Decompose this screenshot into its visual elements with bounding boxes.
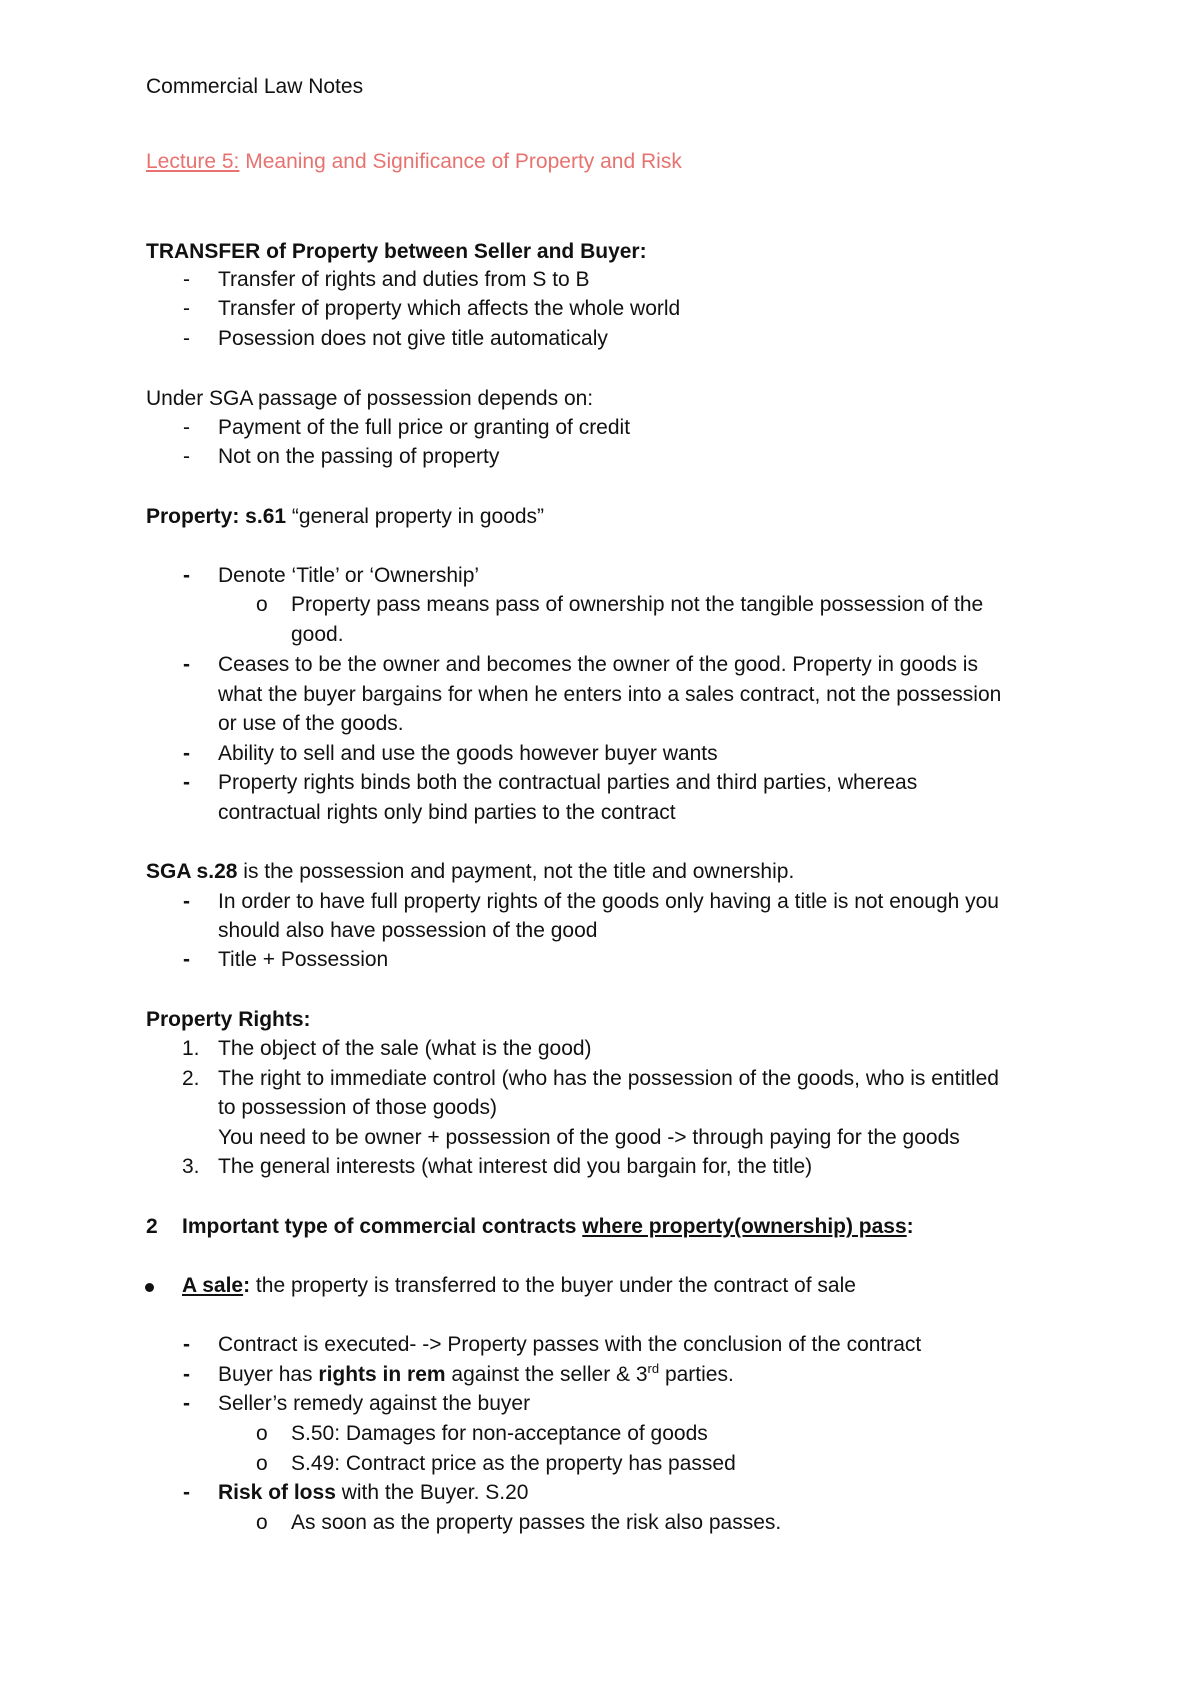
dash-marker: - <box>183 1363 190 1386</box>
numbered-item: The object of the sale (what is the good) <box>218 1037 592 1060</box>
text-span: against the seller & 3 <box>445 1363 648 1386</box>
dash-marker: - <box>183 948 190 971</box>
sale-colon: : <box>243 1274 251 1297</box>
list-item-continued: should also have possession of the good <box>218 919 598 942</box>
lecture-title-text: Meaning and Significance of Property and Risk <box>239 150 682 173</box>
sub-item: S.49: Contract price as the property has passed <box>291 1452 736 1475</box>
property-heading-rest: “general property in goods” <box>286 505 545 528</box>
list-item: Ability to sell and use the goods however buyer wants <box>218 742 718 765</box>
circle-bullet: o <box>256 1452 268 1475</box>
list-item: Transfer of property which affects the whole world <box>218 297 681 320</box>
sga28-heading <box>146 858 794 886</box>
list-item <box>218 1361 734 1389</box>
text-span: Buyer has <box>218 1363 319 1386</box>
list-item: Payment of the full price or granting of credit <box>218 416 631 439</box>
dash-marker: - <box>183 890 190 913</box>
dash-marker: - <box>183 1481 190 1504</box>
list-item-continued: contractual rights only bind parties to the contract <box>218 801 676 824</box>
dash-marker: - <box>183 653 190 676</box>
dash-marker: - <box>183 771 190 794</box>
dash-marker: - <box>183 1392 190 1415</box>
list-item: Transfer of rights and duties from S to B <box>218 268 590 291</box>
sub-item: Property pass means pass of ownership not the tangible possession of the <box>291 593 984 616</box>
superscript: rd <box>647 1361 660 1376</box>
contracts-heading-colon: : <box>906 1215 914 1238</box>
contracts-heading-underlined: where property(ownership) pass <box>582 1215 907 1238</box>
numbered-item-continued: You need to be owner + possession of the good -> through paying for the goods <box>218 1126 960 1149</box>
sub-item: S.50: Damages for non-acceptance of goods <box>291 1422 708 1445</box>
list-item: Denote ‘Title’ or ‘Ownership’ <box>218 564 480 587</box>
dash-marker: - <box>183 268 190 291</box>
sale-label: A sale <box>182 1274 244 1297</box>
sga28-heading-rest: is the possession and payment, not the title and ownership. <box>237 860 795 883</box>
list-item <box>218 1479 528 1507</box>
document-header: Commercial Law Notes <box>146 75 364 98</box>
list-item-continued: or use of the goods. <box>218 712 404 735</box>
numbered-item: The right to immediate control (who has the possession of the goods, who is entitled <box>218 1067 999 1090</box>
circle-bullet: o <box>256 593 268 616</box>
dash-marker: - <box>183 742 190 765</box>
list-item: Posession does not give title automaticaly <box>218 327 608 350</box>
sub-item-continued: good. <box>291 623 344 646</box>
risk-of-loss: Risk of loss <box>218 1481 336 1504</box>
contracts-heading-text <box>182 1213 914 1241</box>
circle-bullet: o <box>256 1511 268 1534</box>
property-heading <box>146 503 544 531</box>
dash-marker: - <box>183 297 190 320</box>
text-span: parties. <box>659 1363 734 1386</box>
list-item: Title + Possession <box>218 948 389 971</box>
sub-item: As soon as the property passes the risk also passes. <box>291 1511 782 1534</box>
list-number: 3. <box>182 1155 200 1178</box>
circle-bullet: o <box>256 1422 268 1445</box>
list-item: Seller’s remedy against the buyer <box>218 1392 531 1415</box>
list-item-continued: what the buyer bargains for when he enters into a sales contract, not the possession <box>218 683 1002 706</box>
sga28-heading-bold: SGA s.28 <box>146 860 238 883</box>
property-heading-bold: Property: s.61 <box>146 505 287 528</box>
lecture-label: Lecture 5: <box>146 150 240 173</box>
contracts-heading-bold: Important type of commercial contracts <box>182 1215 583 1238</box>
text-span: with the Buyer. S.20 <box>335 1481 529 1504</box>
list-item: In order to have full property rights of the goods only having a title is not enough you <box>218 890 999 913</box>
sale-definition <box>182 1272 856 1300</box>
dash-marker: - <box>183 327 190 350</box>
sale-definition-text: the property is transferred to the buyer under the contract of sale <box>250 1274 856 1297</box>
list-number: 1. <box>182 1037 200 1060</box>
transfer-heading: TRANSFER of Property between Seller and Buyer: <box>146 240 647 263</box>
contracts-heading-number: 2 <box>146 1215 158 1238</box>
numbered-item: The general interests (what interest did you bargain for, the title) <box>218 1155 813 1178</box>
dash-marker: - <box>183 445 190 468</box>
list-item: Not on the passing of property <box>218 445 500 468</box>
bullet-dot-icon <box>145 1283 154 1292</box>
lecture-title <box>146 148 682 176</box>
numbered-item-continued: to possession of those goods) <box>218 1096 498 1119</box>
rights-in-rem: rights in rem <box>318 1363 446 1386</box>
dash-marker: - <box>183 1333 190 1356</box>
dash-marker: - <box>183 564 190 587</box>
list-item: Ceases to be the owner and becomes the owner of the good. Property in goods is <box>218 653 978 676</box>
property-rights-heading: Property Rights: <box>146 1008 311 1031</box>
list-number: 2. <box>182 1067 200 1090</box>
list-item: Contract is executed- -> Property passes with the conclusion of the contract <box>218 1333 922 1356</box>
list-item: Property rights binds both the contractual parties and third parties, whereas <box>218 771 918 794</box>
sga-possession-heading: Under SGA passage of possession depends on: <box>146 387 594 410</box>
contracts-heading <box>146 1213 914 1241</box>
dash-marker: - <box>183 416 190 439</box>
